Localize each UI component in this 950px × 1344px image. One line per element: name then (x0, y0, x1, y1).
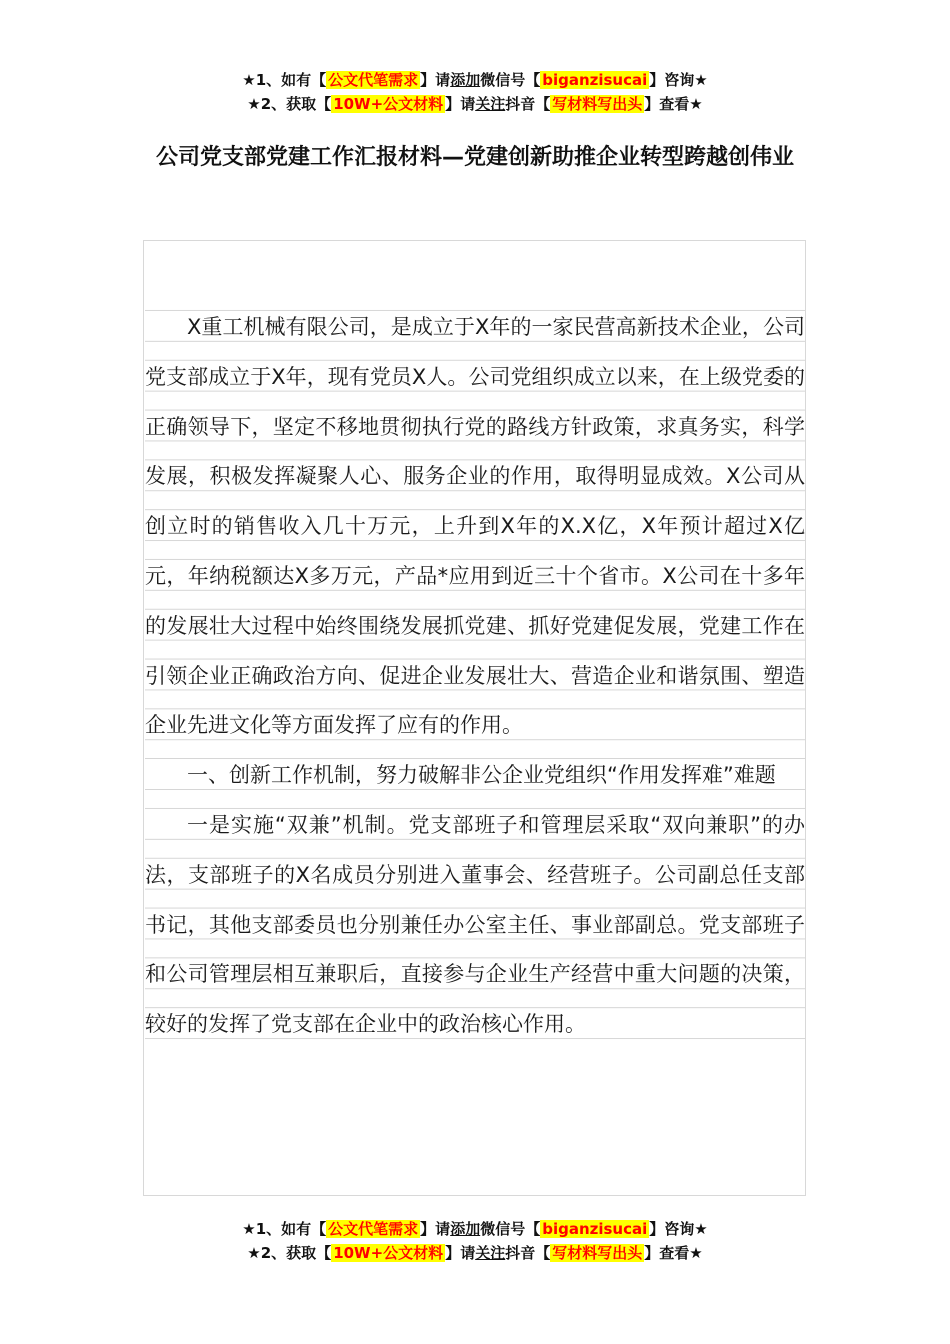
promo-douyin-account: 写材料写出头 (552, 1244, 643, 1262)
promo-underlined: 添加 (450, 1220, 481, 1238)
promo-underlined: 关注 (475, 1244, 506, 1262)
promo-text: ★2、获取【 (247, 95, 332, 113)
promo-text: 】查看★ (644, 95, 703, 113)
document-title: 公司党支部党建工作汇报材料—党建创新助推企业转型跨越创伟业 (155, 145, 794, 170)
promo-line-2 (0, 1241, 950, 1265)
promo-line-1 (0, 1217, 950, 1241)
promo-text: 】请 (445, 1244, 476, 1262)
promo-wechat-id: biganzisucai (542, 71, 648, 89)
promo-text: 】请 (420, 1220, 451, 1238)
promo-text: 微信号【 (480, 1220, 541, 1238)
promo-text: 抖音【 (505, 95, 551, 113)
promo-line-2 (0, 92, 950, 116)
bottom-promo-banner (0, 1217, 950, 1265)
promo-text: 】查看★ (644, 1244, 703, 1262)
promo-text: ★1、如有【 (242, 71, 327, 89)
top-promo-banner (0, 68, 950, 116)
promo-highlight: 公文代笔需求 (328, 71, 419, 89)
promo-text: 抖音【 (505, 1244, 551, 1262)
promo-text: 】请 (445, 95, 476, 113)
document-body (145, 303, 805, 1050)
promo-underlined: 关注 (475, 95, 506, 113)
promo-text: 】咨询★ (649, 1220, 708, 1238)
promo-wechat-id: biganzisucai (542, 1220, 648, 1238)
promo-douyin-account: 写材料写出头 (552, 95, 643, 113)
promo-text: 】请 (420, 71, 451, 89)
promo-highlight: 10W+公文材料 (333, 95, 444, 113)
promo-text: ★1、如有【 (242, 1220, 327, 1238)
promo-highlight: 公文代笔需求 (328, 1220, 419, 1238)
body-paragraph: 一是实施“双兼”机制。党支部班子和管理层采取“双向兼职”的办法，支部班子的X名成员分别进入董事会、经营班子。公司副总任支部书记，其他支部委员也分别兼任办公室主任、事业部副总。党支部班子和公司管理层相互兼职后，直接参与企业生产经营中重大问题的决策，较好的发挥了党支部在企业中的政治核心作用。 (145, 801, 805, 1050)
promo-highlight: 10W+公文材料 (333, 1244, 444, 1262)
promo-text: 微信号【 (480, 71, 541, 89)
promo-underlined: 添加 (450, 71, 481, 89)
promo-line-1 (0, 68, 950, 92)
promo-text: 】咨询★ (649, 71, 708, 89)
section-heading: 一、创新工作机制，努力破解非公企业党组织“作用发挥难”难题 (145, 751, 805, 801)
promo-text: ★2、获取【 (247, 1244, 332, 1262)
body-paragraph: X重工机械有限公司，是成立于X年的一家民营高新技术企业，公司党支部成立于X年，现有党员X人。公司党组织成立以来，在上级党委的正确领导下，坚定不移地贯彻执行党的路线方针政策，求真务实，科学发展，积极发挥凝聚人心、服务企业的作用，取得明显成效。X公司从创立时的销售收入几十万元，上升到X年的X.X亿，X年预计超过X亿元，年纳税额达X多万元，产品*应用到近三十个省市。X公司在十多年的发展壮大过程中始终围绕发展抓党建、抓好党建促发展，党建工作在引领企业正确政治方向、促进企业发展壮大、营造企业和谐氛围、塑造企业先进文化等方面发挥了应有的作用。 (145, 303, 805, 751)
